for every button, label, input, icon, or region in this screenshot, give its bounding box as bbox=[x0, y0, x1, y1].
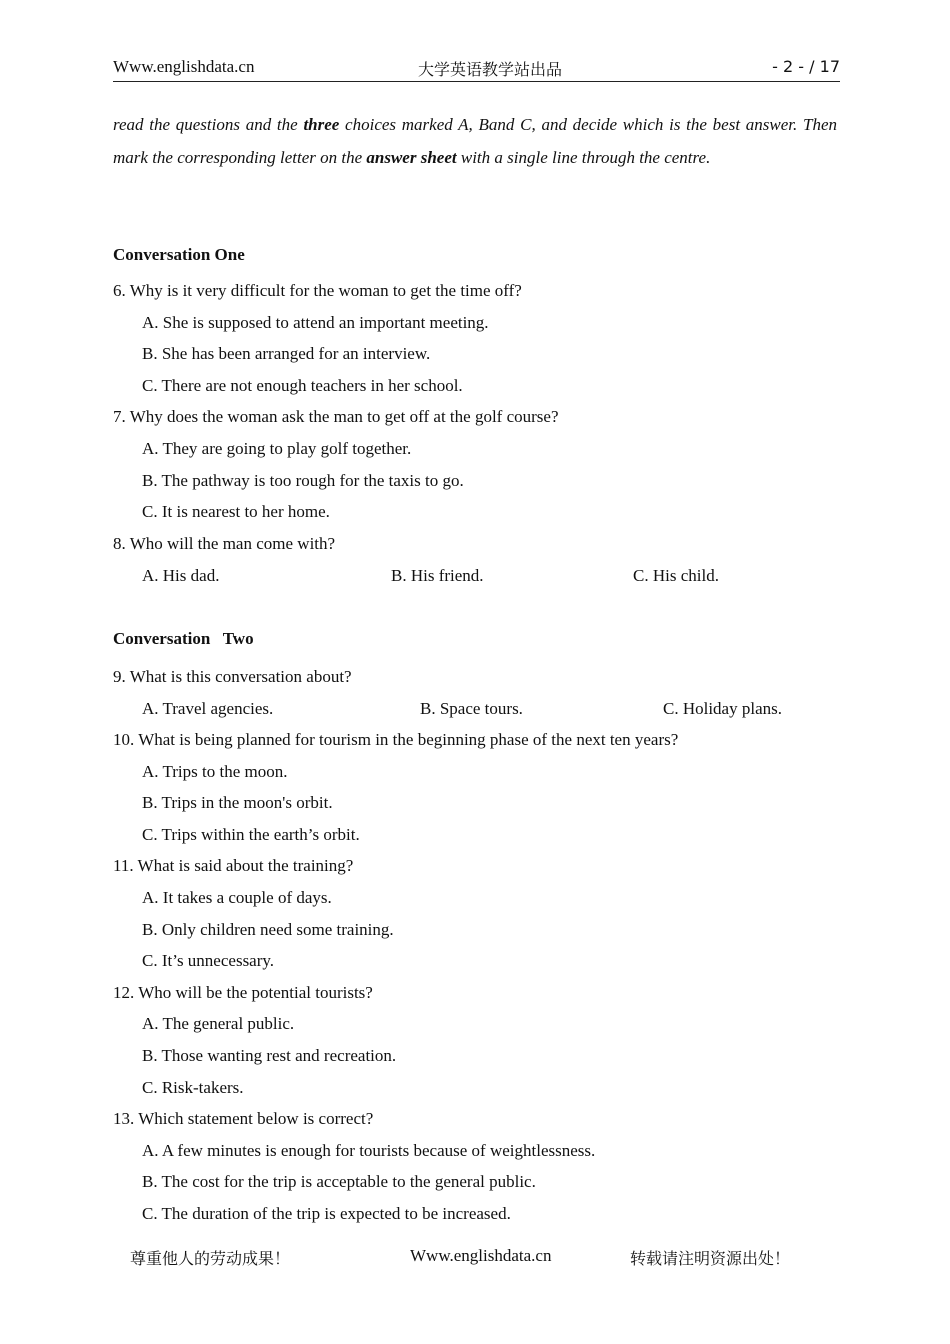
intro-text-3: with a single line through the centre. bbox=[456, 148, 711, 167]
q9-option-b: B. Space tours. bbox=[420, 699, 523, 718]
header-site: Www.englishdata.cn bbox=[113, 57, 255, 76]
q7-option-b: B. The pathway is too rough for the taxis to go. bbox=[142, 471, 464, 490]
header-page-number: - 2 - / 17 bbox=[772, 57, 840, 76]
intro-text-1: read the questions and the bbox=[113, 115, 304, 134]
conversation-one-title: Conversation One bbox=[113, 245, 245, 264]
q13-option-a: A. A few minutes is enough for tourists because of weightlessness. bbox=[142, 1141, 596, 1160]
header-center-title: 大学英语教学站出品 bbox=[418, 60, 563, 79]
q12-option-a: A. The general public. bbox=[142, 1014, 295, 1033]
page-footer bbox=[0, 1246, 950, 1270]
page-header bbox=[113, 55, 840, 82]
q11-option-c: C. It’s unnecessary. bbox=[142, 951, 275, 970]
q6-option-a: A. She is supposed to attend an important meeting. bbox=[142, 313, 489, 332]
question-13: 13. Which statement below is correct? bbox=[113, 1109, 374, 1128]
q8-option-a: A. His dad. bbox=[142, 566, 220, 585]
question-11: 11. What is said about the training? bbox=[113, 856, 354, 875]
footer-right-note: 转载请注明资源出处！ bbox=[630, 1249, 791, 1268]
question-7: 7. Why does the woman ask the man to get off at the golf course? bbox=[113, 407, 559, 426]
question-10: 10. What is being planned for tourism in the beginning phase of the next ten years? bbox=[113, 730, 679, 749]
intro-bold-answer-sheet: answer sheet bbox=[366, 148, 457, 167]
question-6: 6. Why is it very difficult for the woman to get the time off? bbox=[113, 281, 522, 300]
q7-option-c: C. It is nearest to her home. bbox=[142, 502, 330, 521]
q9-option-a: A. Travel agencies. bbox=[142, 699, 274, 718]
footer-site: Www.englishdata.cn bbox=[410, 1246, 552, 1265]
footer-left-note: 尊重他人的劳动成果！ bbox=[130, 1249, 291, 1268]
q10-option-b: B. Trips in the moon's orbit. bbox=[142, 793, 333, 812]
question-9: 9. What is this conversation about? bbox=[113, 667, 352, 686]
intro-text-2: choices marked A, Band C, and decide which is the best answer. Then mark the corresponding letter on the bbox=[113, 115, 837, 167]
q11-option-a: A. It takes a couple of days. bbox=[142, 888, 332, 907]
conversation-two-title: Conversation Two bbox=[113, 629, 254, 648]
q6-option-b: B. She has been arranged for an interview. bbox=[142, 344, 431, 363]
instructions-paragraph bbox=[113, 108, 837, 174]
q9-option-c: C. Holiday plans. bbox=[663, 699, 782, 718]
q13-option-b: B. The cost for the trip is acceptable to the general public. bbox=[142, 1172, 536, 1191]
intro-bold-three: three bbox=[303, 115, 340, 134]
q12-option-b: B. Those wanting rest and recreation. bbox=[142, 1046, 397, 1065]
question-12: 12. Who will be the potential tourists? bbox=[113, 983, 373, 1002]
q10-option-c: C. Trips within the earth’s orbit. bbox=[142, 825, 360, 844]
q8-option-c: C. His child. bbox=[633, 566, 719, 585]
q6-option-c: C. There are not enough teachers in her school. bbox=[142, 376, 463, 395]
q10-option-a: A. Trips to the moon. bbox=[142, 762, 288, 781]
q12-option-c: C. Risk-takers. bbox=[142, 1078, 244, 1097]
q7-option-a: A. They are going to play golf together. bbox=[142, 439, 412, 458]
q8-option-b: B. His friend. bbox=[391, 566, 484, 585]
question-8: 8. Who will the man come with? bbox=[113, 534, 336, 553]
q13-option-c: C. The duration of the trip is expected to be increased. bbox=[142, 1204, 511, 1223]
q11-option-b: B. Only children need some training. bbox=[142, 920, 394, 939]
